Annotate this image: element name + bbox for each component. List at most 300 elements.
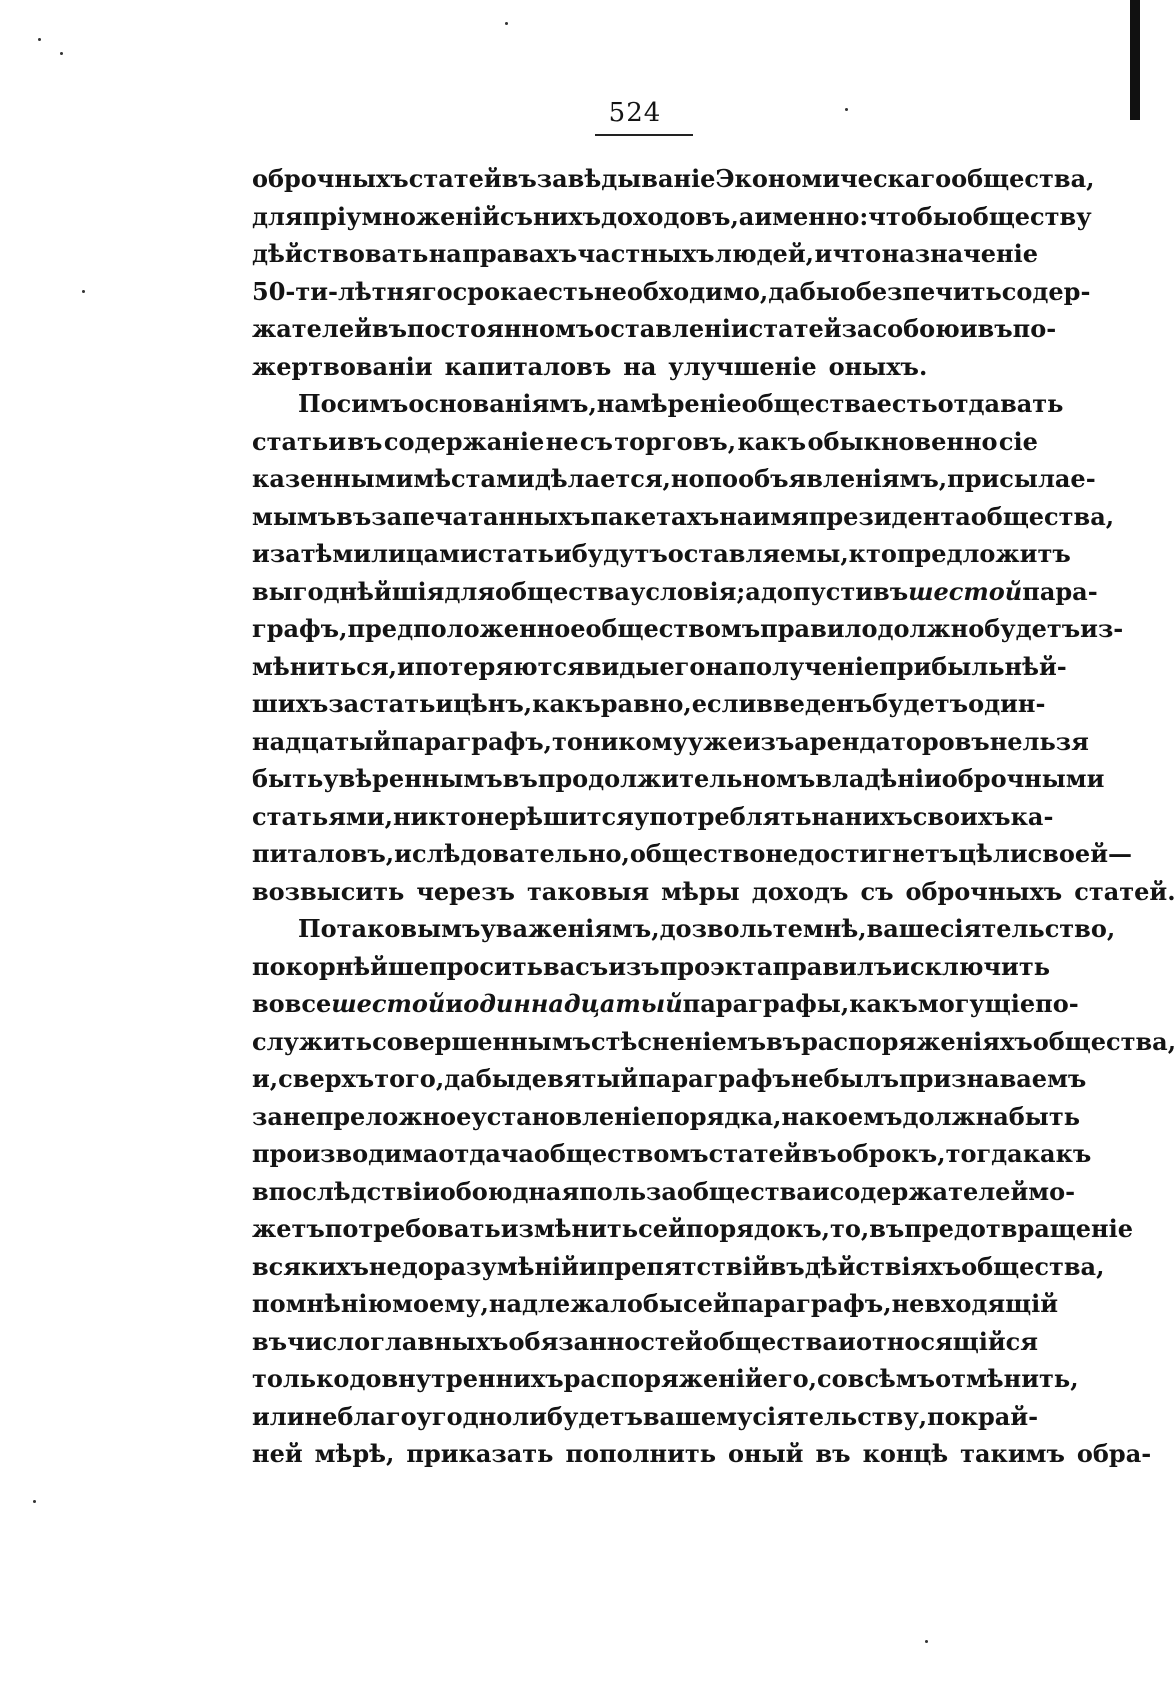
- word: распоряженіяхъ: [801, 1026, 1033, 1056]
- word: надлежало: [488, 1289, 643, 1318]
- word: оброчныхъ: [905, 876, 1063, 906]
- word: симъ: [336, 389, 409, 418]
- word: графъ,: [252, 614, 348, 643]
- word: съ: [579, 426, 613, 456]
- text-line: [252, 685, 1046, 723]
- word: статей: [748, 314, 842, 343]
- word: один-: [968, 689, 1046, 718]
- word: и: [394, 839, 412, 868]
- word: по: [252, 1289, 286, 1318]
- word: отдача: [438, 1139, 534, 1168]
- text-line: [252, 198, 1092, 236]
- word: из-: [1080, 614, 1124, 643]
- text-line: [252, 835, 1132, 873]
- text-line: [252, 723, 1089, 761]
- word: ли: [512, 1401, 547, 1431]
- word: шихъ: [252, 689, 329, 718]
- word: оброчными: [941, 764, 1105, 793]
- text-line: [252, 273, 1091, 311]
- text-line: [252, 385, 1064, 423]
- word: будутъ: [571, 539, 668, 568]
- word: распоряженій: [563, 1364, 763, 1393]
- word: не: [304, 1401, 338, 1431]
- word: общества,: [951, 164, 1095, 193]
- word: и: [252, 539, 270, 568]
- word: дозвольте: [659, 914, 803, 943]
- word: обоюдная: [439, 1176, 580, 1206]
- word: статей: [708, 1139, 802, 1168]
- word: пополнить: [565, 1439, 717, 1468]
- word: обыкновенно: [807, 426, 998, 456]
- word: въ: [501, 164, 537, 193]
- word: сверхъ: [278, 1064, 375, 1093]
- word: девятый: [515, 1064, 639, 1093]
- scan-speck: [60, 52, 63, 55]
- word: правилъ: [772, 951, 893, 981]
- word: статьи: [359, 689, 454, 718]
- word: установленіе: [471, 1101, 657, 1131]
- text-line: [252, 873, 1176, 911]
- word: на: [781, 1101, 815, 1131]
- word: быть: [252, 764, 324, 793]
- text-line: [252, 948, 1050, 986]
- word: совсѣмъ: [817, 1364, 936, 1393]
- word: дѣлается,: [534, 464, 671, 493]
- word: быть: [1008, 1101, 1080, 1131]
- word: общество: [629, 839, 766, 868]
- word: статей.: [1074, 876, 1176, 906]
- word: входящій: [924, 1289, 1059, 1318]
- word: предположенное: [347, 614, 586, 643]
- word: въ: [869, 1214, 905, 1243]
- word: оставляемы,: [667, 539, 849, 568]
- word: относящійся: [855, 1326, 1038, 1356]
- word: недоразумѣній: [368, 1251, 579, 1281]
- word: рѣшится: [509, 801, 634, 831]
- word: и: [396, 651, 415, 681]
- word: капиталовъ: [444, 351, 612, 381]
- paragraph: [252, 160, 1095, 385]
- word: оброкъ,: [836, 1139, 946, 1168]
- word: не: [790, 1064, 824, 1093]
- word: казенными: [252, 464, 414, 493]
- word: запечатанныхъ: [371, 501, 591, 531]
- word: обезпечить: [839, 276, 1002, 306]
- word: за: [328, 689, 360, 718]
- word: сіятельство,: [939, 914, 1116, 943]
- word: никому: [582, 726, 688, 756]
- body-text: [252, 160, 1176, 1473]
- word: таковыя: [526, 876, 650, 906]
- word: сей: [682, 1289, 731, 1318]
- word: будетъ: [872, 689, 969, 718]
- word: порядокъ,: [685, 1214, 830, 1243]
- word: по: [704, 464, 739, 493]
- word: и: [445, 989, 464, 1018]
- word: своихъ: [912, 801, 1011, 831]
- word: людей,: [715, 239, 814, 268]
- word: возвысить: [252, 876, 405, 906]
- word: былъ: [823, 1064, 899, 1093]
- word: торговъ,: [614, 426, 737, 456]
- word: достигнетъ: [798, 839, 959, 868]
- word: бы: [642, 1289, 683, 1318]
- word: мо-: [1028, 1176, 1076, 1206]
- word: прибыльнѣй-: [879, 651, 1067, 681]
- word: не: [545, 426, 579, 456]
- word: внутреннихъ: [381, 1364, 564, 1393]
- word: нихъ: [844, 801, 913, 831]
- word: препятствій: [596, 1251, 770, 1281]
- word: параграфъ,: [730, 1289, 892, 1318]
- word: уже: [687, 726, 743, 756]
- word: пріумноженій: [302, 201, 500, 231]
- word: виды: [584, 651, 660, 681]
- word: завѣдываніе: [536, 164, 716, 193]
- word: продолжительномъ: [537, 764, 816, 793]
- word: равно,: [600, 689, 692, 718]
- word: въ: [371, 314, 408, 343]
- word: а: [745, 576, 761, 606]
- word: могущіе: [917, 989, 1036, 1018]
- word: благоугодно: [337, 1401, 513, 1431]
- word: никто: [392, 801, 477, 831]
- word: именно:: [754, 201, 869, 231]
- word: производима: [252, 1139, 439, 1168]
- word: вовсе: [252, 989, 332, 1018]
- word: и: [814, 239, 833, 268]
- text-line: [252, 1285, 1059, 1323]
- word: присылае-: [947, 464, 1096, 493]
- text-line: [252, 535, 1071, 573]
- word: какъ: [1022, 1139, 1092, 1168]
- word: для: [252, 201, 303, 231]
- word: васъ: [542, 951, 609, 981]
- word: его: [659, 651, 706, 681]
- word: потеряются: [414, 651, 585, 681]
- scan-speck: [505, 22, 508, 25]
- text-line: [252, 1360, 1079, 1398]
- word: впослѣдствіи: [252, 1176, 440, 1206]
- word: статьи: [477, 539, 572, 568]
- text-line: [252, 1023, 1176, 1061]
- word: въ: [252, 1326, 288, 1356]
- text-line: [252, 348, 1038, 386]
- word: цѣнъ,: [453, 689, 533, 718]
- text-line: [252, 985, 1079, 1023]
- word: назначеніе: [881, 239, 1038, 268]
- word: его,: [762, 1364, 818, 1393]
- word: выгоднѣйшія: [252, 576, 445, 606]
- word: съ: [499, 201, 533, 231]
- word: изъ: [742, 726, 795, 756]
- word: чтобы: [868, 201, 957, 231]
- text-line: [252, 498, 1115, 536]
- word: такимъ: [960, 1439, 1065, 1468]
- word: проэкта: [659, 951, 773, 981]
- word: коемъ: [814, 1101, 903, 1131]
- word: обществу: [956, 201, 1092, 231]
- word: собою: [872, 314, 960, 343]
- word: мѣниться,: [252, 651, 397, 681]
- word: цѣли: [958, 839, 1028, 868]
- word: польза: [579, 1176, 677, 1206]
- word: должна: [902, 1101, 1009, 1131]
- word: предложитъ: [896, 539, 1071, 568]
- word: жетъ: [252, 1214, 325, 1243]
- word: признаваемъ: [899, 1064, 1087, 1093]
- word: мѣры: [661, 876, 740, 906]
- word: доходовъ,: [601, 201, 739, 231]
- page-number-text: 524: [608, 98, 662, 128]
- word: основаніямъ,: [408, 389, 597, 418]
- scan-speck: [82, 290, 85, 293]
- text-line: [252, 1210, 1133, 1248]
- word: введенъ: [756, 689, 873, 718]
- text-line: [252, 798, 1054, 836]
- word: обра-: [1076, 1439, 1152, 1468]
- text-line: [252, 310, 1057, 348]
- word: въ: [815, 1439, 851, 1468]
- word: совершеннымъ: [372, 1026, 591, 1056]
- word: покорнѣйше: [252, 951, 429, 981]
- word: общества: [741, 389, 877, 418]
- word: и: [959, 314, 978, 343]
- word: но: [670, 464, 705, 493]
- word: служить: [252, 1026, 373, 1056]
- word: главныхъ: [370, 1326, 509, 1356]
- word: въ: [769, 1251, 805, 1281]
- word: параграфъ,: [391, 726, 553, 756]
- word: за: [841, 314, 873, 343]
- word: не: [476, 801, 510, 831]
- word: обществомъ: [533, 1139, 709, 1168]
- word: условія;: [629, 576, 746, 606]
- word: кто: [848, 539, 897, 568]
- word: и: [811, 1176, 830, 1206]
- text-line: [252, 1135, 1092, 1173]
- word: предотвращеніе: [904, 1214, 1133, 1243]
- word: шестой: [908, 576, 1023, 606]
- word: содержаніе: [383, 426, 545, 456]
- text-line: [252, 1398, 1038, 1436]
- word: число: [287, 1326, 371, 1356]
- word: допустивъ: [760, 576, 909, 606]
- word: не: [765, 839, 799, 868]
- word: непреложное: [282, 1101, 472, 1131]
- word: за: [252, 1101, 283, 1131]
- text-line: [252, 1435, 1152, 1473]
- word: содер-: [1001, 276, 1091, 306]
- word: тогда: [945, 1139, 1023, 1168]
- word: частныхъ: [577, 239, 715, 268]
- scan-speck: [33, 1500, 36, 1503]
- word: не: [891, 1289, 925, 1318]
- word: и,: [252, 1064, 279, 1093]
- text-line: [252, 573, 1098, 611]
- word: общества: [676, 1176, 812, 1206]
- word: жателей: [252, 314, 372, 343]
- word: лицами: [371, 539, 478, 568]
- word: дабы: [768, 276, 840, 306]
- text-line: [252, 910, 1116, 948]
- word: обязанностей: [508, 1326, 703, 1356]
- word: моему,: [392, 1289, 489, 1318]
- word: будетъ: [984, 614, 1081, 643]
- text-line: [252, 235, 1038, 273]
- word: общества,: [961, 1251, 1105, 1281]
- word: объявленіямъ,: [738, 464, 948, 493]
- word: дабы: [444, 1064, 516, 1093]
- text-line: [252, 760, 1105, 798]
- word: на: [719, 501, 753, 531]
- word: всякихъ: [252, 1251, 369, 1281]
- word: ваше: [866, 914, 940, 943]
- word: постоянномъ: [407, 314, 595, 343]
- scan-speck: [925, 1640, 928, 1643]
- word: приказать: [406, 1439, 554, 1468]
- word: дѣйствіяхъ: [804, 1251, 962, 1281]
- word: дѣйствовать: [252, 239, 429, 268]
- page-number: [0, 98, 1140, 128]
- word: таковымъ: [336, 914, 481, 943]
- word: содержателей: [829, 1176, 1029, 1206]
- word: Экономическаго: [715, 164, 952, 193]
- word: оброчныхъ: [252, 164, 409, 193]
- word: арендаторовъ: [794, 726, 990, 756]
- word: стѣсненіемъ: [590, 1026, 766, 1056]
- word: въ: [977, 314, 1013, 343]
- text-line: [252, 1060, 1087, 1098]
- word: того,: [374, 1064, 445, 1093]
- word: съ: [860, 876, 894, 906]
- word: употреблять: [633, 801, 812, 831]
- text-line: [252, 1323, 1038, 1361]
- text-line: [252, 423, 1038, 461]
- word: по-: [1012, 314, 1057, 343]
- word: слѣдовательно,: [411, 839, 630, 868]
- word: концѣ: [862, 1439, 949, 1468]
- word: есть: [532, 276, 595, 306]
- word: надцатый: [252, 726, 392, 756]
- word: статьи: [252, 426, 346, 456]
- text-line: [252, 1173, 1076, 1211]
- word: параграфы,: [682, 989, 850, 1018]
- word: общества: [702, 1326, 838, 1356]
- word: общества: [494, 576, 630, 606]
- word: доходъ: [751, 876, 849, 906]
- word: нельзя: [989, 726, 1089, 756]
- paragraph: [252, 385, 1176, 910]
- word: срока: [452, 276, 533, 306]
- word: что: [832, 239, 882, 268]
- word: мѣрѣ,: [314, 1439, 395, 1468]
- word: а: [738, 201, 755, 231]
- word: край-: [960, 1401, 1039, 1431]
- word: въ: [765, 1026, 802, 1056]
- word: должно: [877, 614, 985, 643]
- text-line: [252, 1098, 1080, 1136]
- word: нихъ: [532, 201, 602, 231]
- word: измѣнить: [500, 1214, 639, 1243]
- word: владѣніи: [815, 764, 942, 793]
- paragraph: [252, 910, 1176, 1473]
- word: полученіе: [738, 651, 880, 681]
- word: оставленіи: [594, 314, 749, 343]
- word: черезъ: [416, 876, 515, 906]
- scan-speck: [38, 38, 41, 41]
- word: уваженіямъ,: [480, 914, 660, 943]
- page-number-rule: [595, 134, 693, 136]
- word: ка-: [1010, 801, 1054, 831]
- word: статьями,: [252, 801, 393, 831]
- word: оныхъ.: [828, 351, 928, 381]
- word: въ: [347, 426, 383, 456]
- word: пара-: [1022, 576, 1098, 606]
- word: и: [578, 1251, 597, 1281]
- text-line: [252, 1248, 1105, 1286]
- word: мнѣ,: [802, 914, 867, 943]
- text-line: [252, 610, 1124, 648]
- word: и: [838, 1326, 856, 1356]
- word: правило: [760, 614, 878, 643]
- word: намѣреніе: [596, 389, 742, 418]
- text-line: [252, 460, 1096, 498]
- word: президента: [808, 501, 971, 531]
- word: по-: [1035, 989, 1079, 1018]
- word: до: [349, 1364, 382, 1393]
- word: отмѣнить,: [935, 1364, 1079, 1393]
- word: пакетахъ: [590, 501, 720, 531]
- word: потребовать: [324, 1214, 501, 1243]
- word: одиннадцатый: [463, 989, 683, 1018]
- word: какъ: [532, 689, 601, 718]
- word: имя: [752, 501, 809, 531]
- word: сіятельству,: [752, 1401, 928, 1431]
- word: на: [705, 651, 739, 681]
- word: если: [691, 689, 757, 718]
- word: общества,: [1032, 1026, 1176, 1056]
- word: изъ: [608, 951, 660, 981]
- word: въ: [502, 764, 538, 793]
- word: сей: [638, 1214, 686, 1243]
- word: мѣстами: [413, 464, 535, 493]
- word: по: [927, 1401, 961, 1431]
- word: въ: [336, 501, 372, 531]
- word: своей—: [1027, 839, 1132, 868]
- word: увѣреннымъ: [323, 764, 503, 793]
- word: сіе: [998, 426, 1038, 456]
- word: то: [552, 726, 583, 756]
- word: параграфъ: [638, 1064, 791, 1093]
- text-line: [252, 648, 1067, 686]
- word: тѣми: [300, 539, 372, 568]
- word: порядка,: [656, 1101, 782, 1131]
- word: исключить: [892, 951, 1050, 981]
- word: мымъ: [252, 501, 337, 531]
- word: или: [252, 1401, 305, 1431]
- word: есть: [876, 389, 938, 418]
- word: въ: [801, 1139, 837, 1168]
- word: 50-ти-лѣтняго: [252, 276, 453, 306]
- word: жертвованіи: [252, 351, 433, 381]
- text-line: [252, 160, 1095, 198]
- word: вашему: [642, 1401, 753, 1431]
- word: отдавать: [937, 389, 1064, 418]
- word: статей: [408, 164, 502, 193]
- word: за: [269, 539, 301, 568]
- word: улучшеніе: [668, 351, 817, 381]
